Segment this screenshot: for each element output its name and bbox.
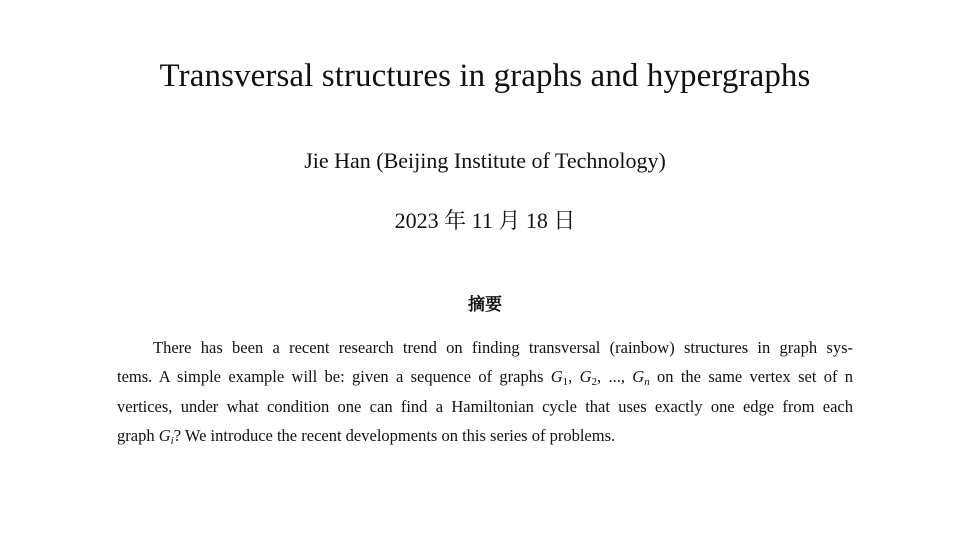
abstract-line-4 (117, 421, 853, 450)
date-year: 2023 (394, 208, 439, 233)
abstract-line-4-text: graph (117, 425, 159, 445)
math-gn: G (632, 367, 645, 387)
date-month: 11 (471, 208, 493, 233)
abstract-line-2 (117, 362, 853, 391)
math-g1: G (550, 367, 563, 387)
date-day: 18 (525, 208, 548, 233)
date-month-char: 月 (498, 209, 521, 234)
abstract-heading: 摘要 (468, 295, 502, 314)
date-year-char: 年 (444, 209, 467, 234)
math-sub-1: 1 (562, 376, 569, 389)
abstract-line-2-text: tems. A simple example will be: given a sequence of graphs (117, 367, 551, 387)
math-sub-n: n (644, 376, 650, 389)
math-graph-sequence (550, 367, 650, 389)
paper-title: Transversal structures in graphs and hypergraphs (159, 58, 811, 94)
abstract-line-2-tail: on the same vertex set of n (649, 367, 854, 387)
math-sub-2: 2 (591, 376, 598, 389)
abstract-line-3: vertices, under what condition one can find a Hamiltonian cycle that uses exactly one edge from each (117, 396, 853, 416)
paper-author: Jie Han (Beijing Institute of Technology) (304, 148, 666, 173)
math-sep-2: , ..., (597, 367, 633, 387)
abstract-line-1: There has been a recent research trend on finding transversal (rainbow) structures in graph sys- (153, 338, 853, 357)
abstract-line-4-tail: ? We introduce the recent developments on this series of problems. (173, 425, 616, 445)
abstract-body (117, 333, 853, 450)
math-sub-i: i (170, 434, 174, 447)
math-g2: G (579, 367, 592, 387)
math-sep-1: , (568, 367, 580, 387)
math-gi-letter: G (158, 425, 171, 445)
math-gi (159, 426, 174, 445)
date-day-char: 日 (553, 209, 576, 234)
paper-date (0, 205, 957, 238)
